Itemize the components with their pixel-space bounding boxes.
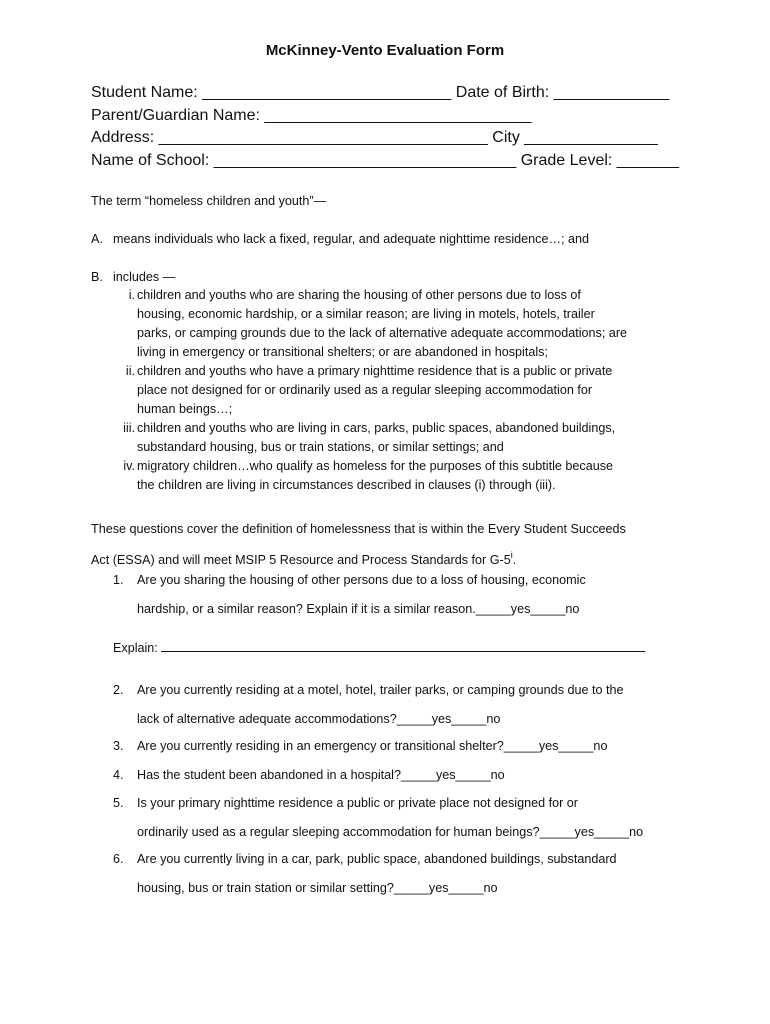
question-number: 1. [113,573,124,587]
essa-footnote-marker: i [510,550,513,560]
subitem-line: human beings…; [137,402,233,416]
question-line: Are you currently residing at a motel, hotel, trailer parks, or camping grounds due to the [137,683,624,697]
subitem-number: ii. [125,364,135,378]
subitem-number: iv. [123,459,135,473]
question-text [137,676,624,733]
student-info-row-2 [91,105,679,128]
subitem-line: children and youths who have a primary nighttime residence that is a public or private [137,364,613,378]
subitem-number: i. [128,288,135,302]
subitem-line: children and youths who are living in cars, parks, public spaces, abandoned buildings, [137,421,616,435]
question-number: 4. [113,768,124,782]
question-number: 6. [113,852,124,866]
essa-line: These questions cover the definition of homelessness that is within the Every Student Succeeds [91,522,626,536]
date-of-birth-field[interactable]: Date of Birth: _____________ [455,84,670,101]
question-number: 5. [113,796,124,810]
question-text [137,566,586,623]
item-a-text: means individuals who lack a fixed, regular, and adequate nighttime residence…; and [113,232,590,246]
subitem-line: substandard housing, bus or train stations, or similar settings; and [137,440,504,454]
subitem-number: iii. [123,421,135,435]
subitem-line: place not designed for or ordinarily used as a regular sleeping accommodation for [137,383,593,397]
question-line[interactable]: lack of alternative adequate accommodations?_____yes_____no [137,711,501,726]
student-info-fields [91,82,679,172]
question-number: 3. [113,739,124,753]
question-line: Are you currently living in a car, park, public space, abandoned buildings, substandard [137,852,617,866]
question-text [137,732,607,761]
subitem-line: children and youths who are sharing the housing of other persons due to loss of [137,288,581,302]
student-info-row-1 [91,82,679,105]
address-field[interactable]: Address: _____________________________________ [91,129,488,146]
guardian-name-field[interactable]: Parent/Guardian Name: ______________________________ [91,106,532,124]
explain-answer-line[interactable] [161,640,645,652]
definition-item-a [91,232,589,246]
item-b-text: includes — [113,270,176,284]
definition-item-b [91,270,175,284]
school-name-field[interactable]: Name of School: __________________________________ [91,151,517,169]
explain-row [113,640,645,655]
explain-label: Explain: [113,641,158,655]
subitem-text [137,419,682,457]
question-line[interactable]: Has the student been abandoned in a hospital?_____yes_____no [137,768,505,782]
question-line[interactable]: hardship, or a similar reason? Explain if it is a similar reason._____yes_____no [137,601,580,616]
form-title: McKinney-Vento Evaluation Form [265,42,505,59]
student-name-field[interactable]: Student Name: ____________________________ [91,84,452,101]
essa-line-end: . [512,553,517,567]
student-info-row-3 [91,127,679,150]
question-line: Are you sharing the housing of other persons due to a loss of housing, economic [137,573,586,587]
essa-paragraph [91,516,626,573]
subitem-text [137,457,682,495]
subitem-text [137,286,682,362]
definition-intro: The term “homeless children and youth”— [91,194,327,208]
question-line[interactable]: ordinarily used as a regular sleeping accommodation for human beings?_____yes_____no [137,824,644,839]
item-a-label: A. [91,232,103,246]
subitem-text [137,362,682,419]
essa-line-text: Act (ESSA) and will meet MSIP 5 Resource and Process Standards for G-5 [91,553,511,567]
grade-level-field[interactable]: Grade Level: _______ [520,151,680,169]
question-number: 2. [113,683,124,697]
subitem-line: housing, economic hardship, or a similar reason; are living in motels, hotels, trailer [137,307,595,321]
subitem-line: parks, or camping grounds due to the lack of alternative adequate accommodations; are [137,326,628,340]
question-text [137,761,505,790]
question-line[interactable]: Are you currently residing in an emergency or transitional shelter?_____yes_____no [137,739,608,753]
student-info-row-4 [91,150,679,173]
subitem-line: migratory children…who qualify as homeless for the purposes of this subtitle because [137,459,614,473]
question-text [137,789,643,846]
question-line: Is your primary nighttime residence a public or private place not designed for or [137,796,579,810]
question-text [137,845,617,902]
subitem-line: the children are living in circumstances described in clauses (i) through (iii). [137,478,556,492]
item-b-label: B. [91,270,103,284]
city-field[interactable]: City _______________ [492,129,658,146]
question-line[interactable]: housing, bus or train station or similar setting?_____yes_____no [137,880,498,895]
subitem-line: living in emergency or transitional shelters; or are abandoned in hospitals; [137,345,548,359]
